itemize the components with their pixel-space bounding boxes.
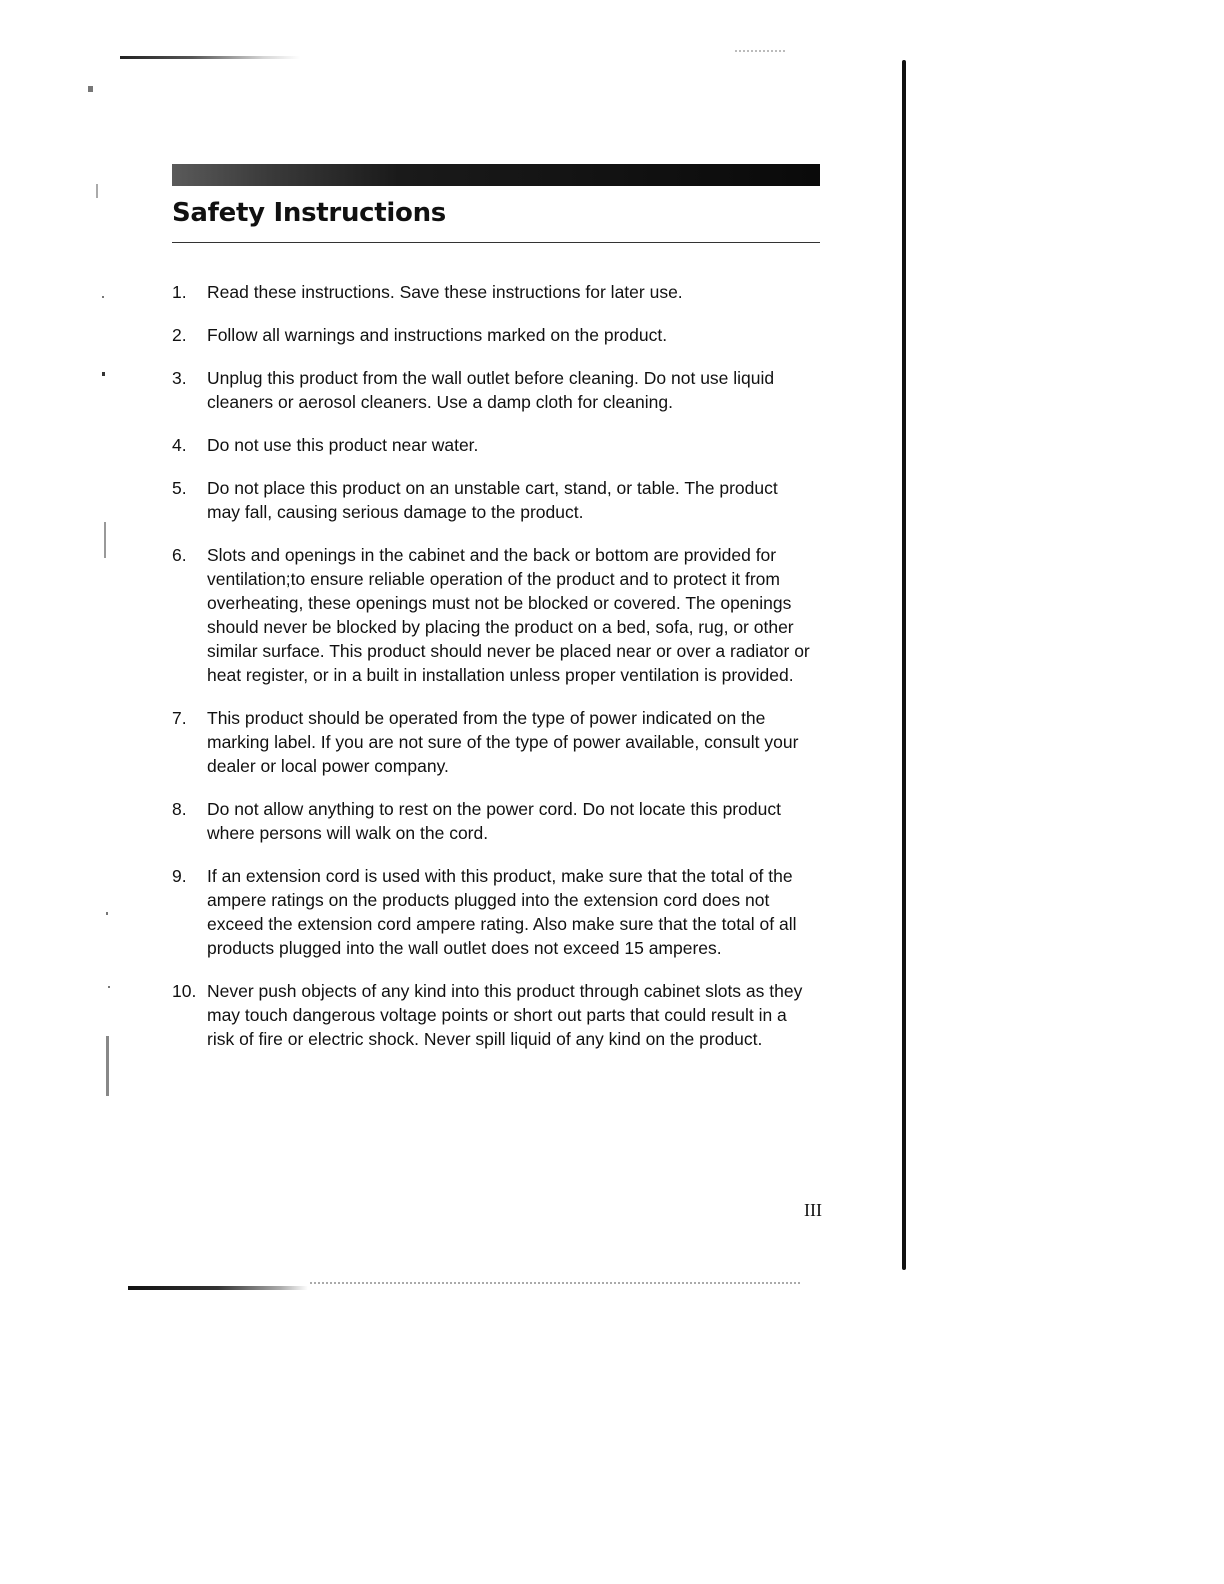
scan-mark (102, 296, 104, 298)
scan-dots-bottom (310, 1282, 800, 1286)
binding-edge-line (902, 60, 906, 1270)
scan-smudge-bottom (128, 1286, 308, 1290)
title-divider (172, 242, 820, 243)
scan-mark (108, 986, 110, 988)
list-item (172, 366, 812, 414)
item-number: 4. (172, 435, 187, 455)
list-item (172, 979, 812, 1051)
item-text: Unplug this product from the wall outlet before cleaning. Do not use liquid cleaners or aerosol cleaners. Use a damp cloth for cleaning. (207, 368, 775, 412)
item-text: Do not use this product near water. (207, 435, 479, 455)
scan-mark (88, 86, 93, 92)
scan-mark (102, 372, 105, 376)
item-text: Read these instructions. Save these instructions for later use. (207, 282, 683, 302)
item-number: 5. (172, 478, 187, 498)
list-item (172, 797, 812, 845)
item-text: Do not allow anything to rest on the power cord. Do not locate this product where persons will walk on the cord. (207, 799, 781, 843)
item-number: 6. (172, 545, 187, 565)
item-text: If an extension cord is used with this product, make sure that the total of the ampere ratings on the products plugged into the extension cord does not exceed the extension cord ampere rating. Also make sure that the total of all products plugged into the wall outlet does not exceed 15 amperes. (207, 866, 797, 958)
item-text: Follow all warnings and instructions marked on the product. (207, 325, 668, 345)
item-number: 8. (172, 799, 187, 819)
scan-dots-top (735, 50, 785, 54)
scan-mark (96, 184, 98, 198)
list-item (172, 280, 812, 304)
item-number: 7. (172, 708, 187, 728)
item-text: Never push objects of any kind into this product through cabinet slots as they may touch dangerous voltage points or short out parts that could result in a risk of fire or electric shock. Never spill liquid of any kind on the product. (207, 981, 803, 1049)
list-item (172, 433, 812, 457)
scan-mark (106, 912, 108, 915)
list-item (172, 864, 812, 960)
list-item (172, 476, 812, 524)
item-number: 3. (172, 368, 187, 388)
list-item (172, 323, 812, 347)
section-header-bar (172, 164, 820, 186)
list-item (172, 543, 812, 687)
item-text: Do not place this product on an unstable cart, stand, or table. The product may fall, causing serious damage to the product. (207, 478, 778, 522)
item-number: 9. (172, 866, 187, 886)
item-text: Slots and openings in the cabinet and the back or bottom are provided for ventilation;to ensure reliable operation of the product and to protect it from overheating, these openings must not be blocked or covered. The openings should never be blocked by placing the product on a bed, sofa, rug, or other similar surface. This product should never be placed near or over a radiator or heat register, or in a built in installation unless proper ventilation is provided. (207, 545, 810, 685)
item-text: This product should be operated from the type of power indicated on the marking label. If you are not sure of the type of power available, consult your dealer or local power company. (207, 708, 799, 776)
safety-instructions-list (172, 280, 812, 1070)
page-number: III (804, 1200, 822, 1220)
item-number: 1. (172, 282, 187, 302)
item-number: 2. (172, 325, 187, 345)
scan-mark (106, 1036, 109, 1096)
item-number: 10. (172, 981, 197, 1001)
scan-mark (104, 522, 106, 558)
page-title: Safety Instructions (172, 198, 446, 228)
scan-smudge-top (120, 56, 300, 59)
list-item (172, 706, 812, 778)
